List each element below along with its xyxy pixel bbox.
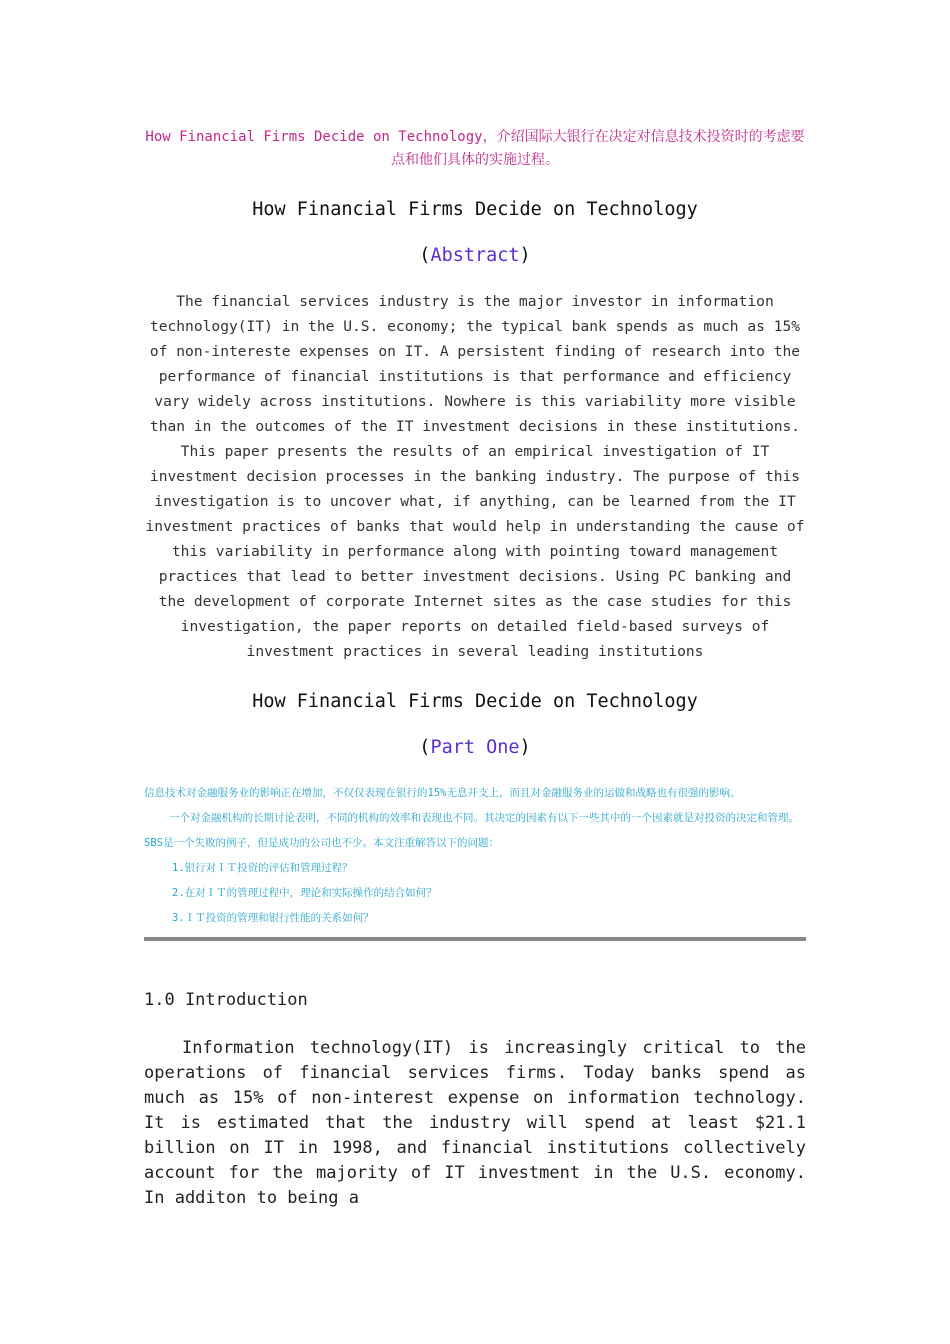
abstract-text: The financial services industry is the major investor in information technology(IT) in the U.S. economy; the typical bank spends as much as 15% of non-intereste expenses on IT. A persistent finding of research into the performance of financial institutions is that performance and efficiency vary widely across institutions. Nowhere is this variability more visible than in the outcomes of the IT investment decisions in these institutions. This paper presents the results of an empirical investigation of IT investment decision processes in the banking industry. The purpose of this investigation is to uncover what, if anything, can be learned from the IT investment practices of banks that would help in understanding the cause of this variability in performance along with pointing toward management practices that lead to better investment decisions. Using PC banking and the development of corporate Internet sites as the case studies for this investigation, the paper reports on detailed field-based surveys of investment practices in several leading institutions: [145, 293, 805, 660]
abstract-paren-close: ): [519, 245, 531, 266]
document-page: [144, 126, 806, 1211]
cn-list-item-2: 2.在对ＩＴ的管理过程中，理论和实际操作的结合如何？: [172, 887, 437, 899]
intro-line-1: How Financial Firms Decide on Technology，介绍国际大银行在决定对信息技术投资时的考虑要: [145, 129, 805, 145]
introduction-heading: 1.0 Introduction: [144, 990, 308, 1010]
part-one-paren-close: ): [519, 737, 531, 758]
part-one-label: Part One: [430, 737, 520, 758]
part-one-paren-open: (: [419, 737, 431, 758]
cn-paragraph-2: 一个对金融机构的长期讨论表明，不同的机构的效率和表现也不同。其决定的因素有以下一些其中的一个因素就是对投资的决定和管理。SBS是一个失败的例子，但是成功的公司也不少。本文注重解答以下的问题：: [144, 812, 799, 849]
chinese-summary: [144, 781, 806, 931]
abstract-label: Abstract: [430, 245, 520, 266]
cn-list-item-3: 3.ＩＴ投资的管理和银行性能的关系如何？: [172, 912, 374, 924]
introduction-text: Information technology(IT) is increasingly critical to the operations of financial services firms. Today banks spend as much as 15% of non-interest expense on information technology. It is estimated that the industry will spend at least $21.1 billion on IT in 1998, and financial institutions collectively account for the majority of IT investment in the U.S. economy. In additon to being a: [144, 1038, 806, 1208]
abstract-subtitle: [144, 243, 806, 269]
abstract-paren-open: (: [419, 245, 431, 266]
part-one-title: How Financial Firms Decide on Technology: [252, 691, 698, 712]
abstract-title: How Financial Firms Decide on Technology: [252, 199, 698, 220]
cn-paragraph-1: 信息技术对金融服务业的影响正在增加，不仅仅表现在银行的15%无息开支上，而且对金融服务业的运做和战略也有很强的影响。: [144, 787, 741, 799]
intro-line-2: 点和他们具体的实施过程。: [391, 152, 559, 168]
cn-list-item-1: 1.银行对ＩＴ投资的评估和管理过程？: [172, 862, 353, 874]
horizontal-divider: [144, 937, 806, 941]
part-one-subtitle: [144, 735, 806, 761]
